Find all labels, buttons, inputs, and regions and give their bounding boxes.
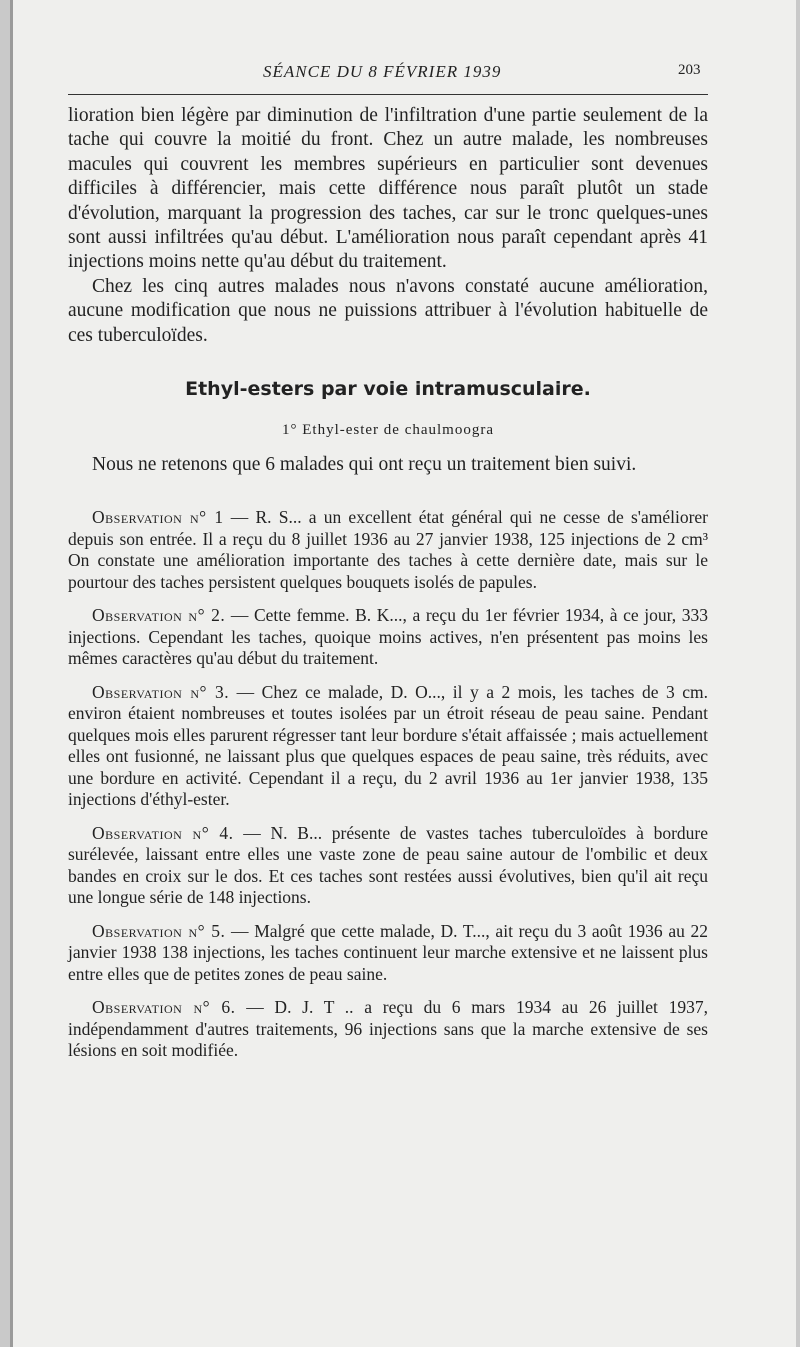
paragraph: lioration bien légère par diminution de l'infiltration d'une partie seulement de la tache qui couvre la moitié du front. Chez un autre malade, les nombreuses macules qui couvrent les membres supérieurs en particulier sont devenues difficiles à différencier, mais cette différence nous paraît plutôt un stade d'évolution, marquant la progression des taches, car sur le tronc quelques-unes sont aussi infiltrées qu'au début. L'amélioration nous paraît cependant après 41 injections moins nette qu'au début du traitement. (68, 105, 708, 273)
observation-label: Observation n° 2. (92, 605, 226, 626)
running-head (13, 62, 799, 86)
observation-label: Observation n° 3. (92, 681, 230, 702)
observation-text: — Chez ce malade, D. O..., il y a 2 mois, les taches de 3 cm. environ étaient nombreuses et toutes isolées par un étroit réseau de peau saine. Pendant quelques mois elles parurent régresser tant leur bordure s'était affaissée ; mais actuellement elles ont fusionné, ne laissant plus que quelques espaces de peau saine, très réduits, avec une bordure en activité. Cependant il a reçu, du 2 avril 1936 au 1er janvier 1938, 135 injections d'éthyl-ester. (68, 681, 708, 810)
intro-paragraph: Nous ne retenons que 6 malades qui ont reçu un traitement bien suivi. (92, 454, 637, 476)
running-title: SÉANCE DU 8 FÉVRIER 1939 (263, 62, 502, 81)
page-body (68, 104, 708, 1062)
observation-text: — Cette femme. B. K..., a reçu du 1er février 1934, à ce jour, 333 injections. Cependant les taches, quoique moins actives, n'en présentent pas moins les mêmes caractères qu'au début du traitement. (68, 605, 708, 669)
observation-label: Observation n° 4. (92, 822, 234, 843)
paragraph: Chez les cinq autres malades nous n'avons constaté aucune amélioration, aucune modification que nous ne puissions attribuer à l'évolution habituelle de ces tuberculoïdes. (68, 275, 708, 346)
observation-1 (68, 507, 708, 593)
observation-label: Observation n° 6. (92, 997, 236, 1018)
observation-label: Observation n° 1 (92, 507, 224, 528)
observation-6 (68, 997, 708, 1062)
subsection-title: 1° Ethyl-ester de chaulmoogra (281, 422, 495, 439)
document-page (10, 0, 796, 1347)
observation-text: — D. J. T .. a reçu du 6 mars 1934 au 26 juillet 1937, indépendamment d'autres traitements, 96 injections sans que la marche extensive de ses lésions en soit modifiée. (68, 997, 709, 1061)
observation-2 (68, 605, 708, 670)
observation-4 (68, 823, 708, 909)
observation-text: — R. S... a un excellent état général qui ne cesse de s'améliorer depuis son entrée. Il a reçu du 8 juillet 1936 au 27 janvier 1938, 125 injections de 2 cm³ On constate une amélioration importante des taches à cette dernière date, mais sur le pourtour des taches persistent quelques bouquets isolés de papules. (68, 507, 709, 592)
page-number: 203 (678, 62, 701, 78)
header-rule (68, 94, 708, 95)
observation-text: — N. B... présente de vastes taches tuberculoïdes à bordure surélevée, laissant entre elles une vaste zone de peau saine autour de l'ombilic et deux bandes en croix sur le dos. Et ces taches sont restées aussi évolutives, bien qu'il ait reçu une longue série de 148 injections. (68, 822, 708, 908)
observation-text: — Malgré que cette malade, D. T..., ait reçu du 3 août 1936 au 22 janvier 1938 138 injections, les taches continuent leur marche extensive et ne laissent plus entre elles que de petites zones de peau saine. (68, 920, 708, 984)
observation-label: Observation n° 5. (92, 920, 226, 941)
observation-5 (68, 921, 708, 986)
observation-3 (68, 682, 708, 811)
section-title: Ethyl-esters par voie intramusculaire. (185, 378, 591, 401)
